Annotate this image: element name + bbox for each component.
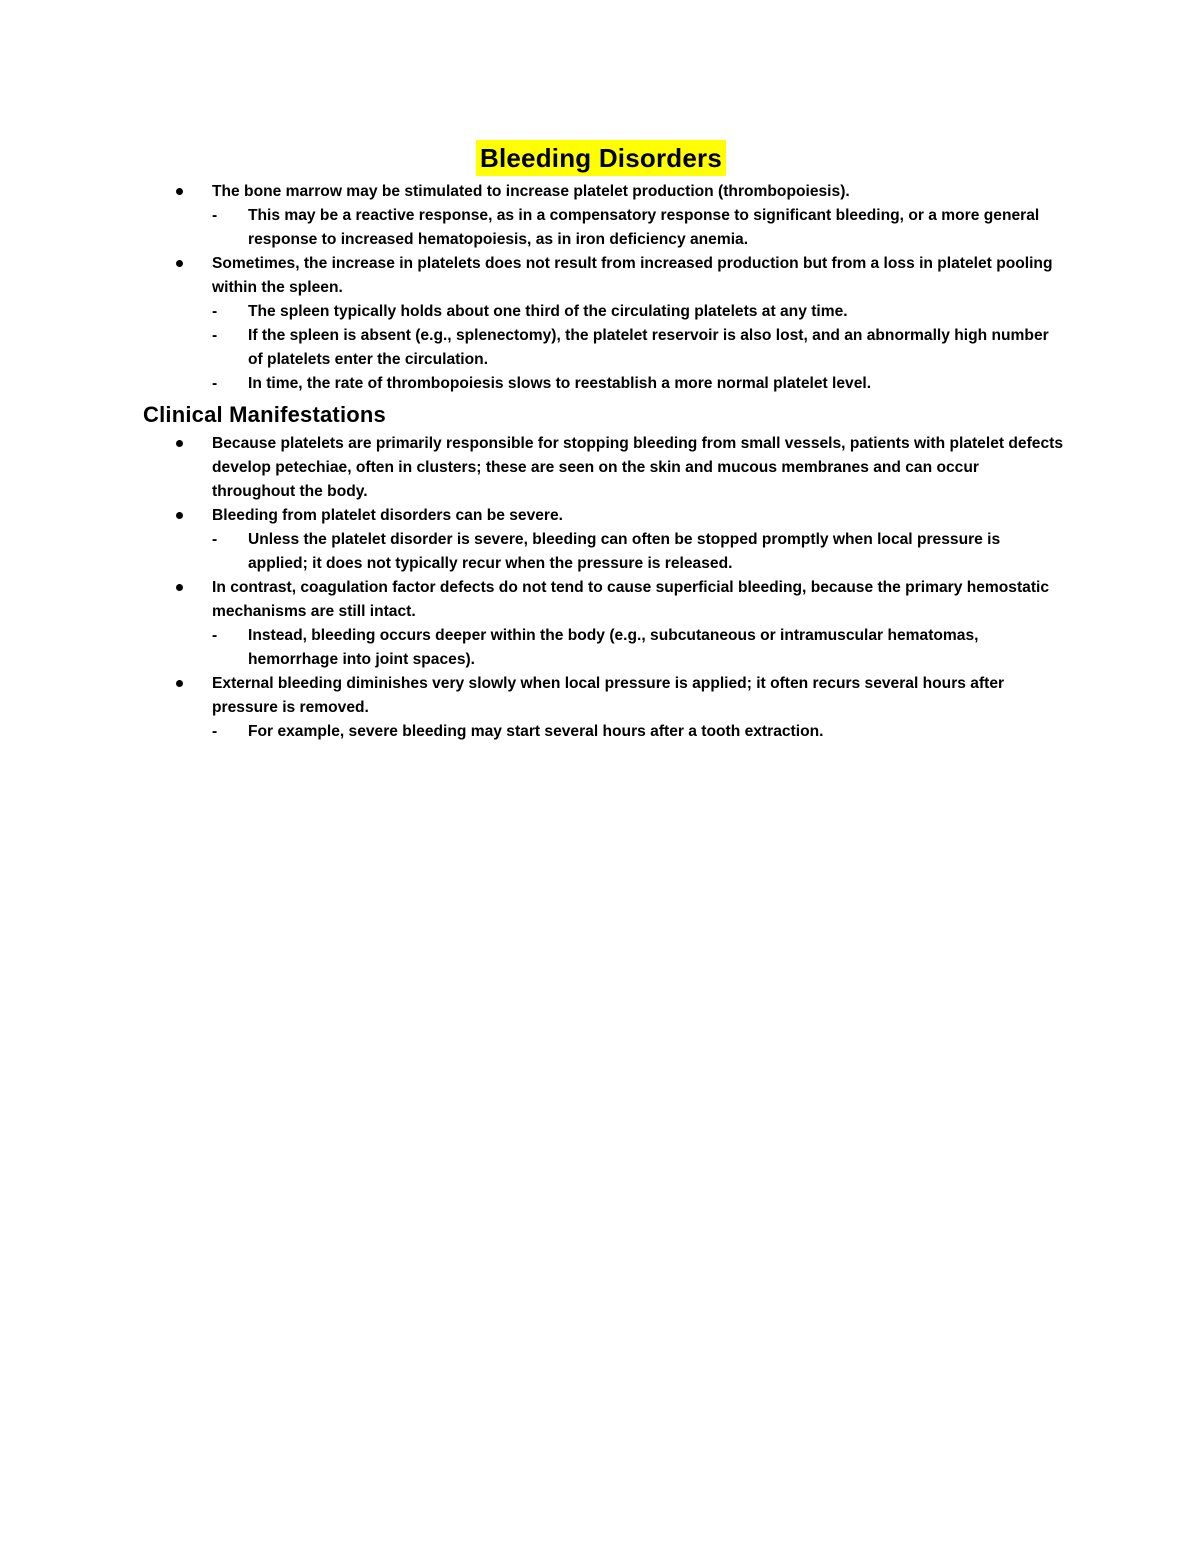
sub-bullet-item <box>212 624 1063 672</box>
document-title: Bleeding Disorders <box>476 140 726 176</box>
bullet-dot-icon <box>176 584 183 591</box>
sub-bullet-list <box>212 300 1063 396</box>
sub-bullet-list <box>212 528 1063 576</box>
bullet-dot-icon <box>176 512 183 519</box>
sub-bullet-item <box>212 300 1063 324</box>
sub-bullet-text: For example, severe bleeding may start several hours after a tooth extraction. <box>248 723 824 740</box>
bullet-text: External bleeding diminishes very slowly when local pressure is applied; it often recurs several hours after pressure is removed. <box>212 675 1005 716</box>
bullet-item <box>143 432 1063 504</box>
section-bullet-list <box>143 432 1063 744</box>
bullet-dot-icon <box>176 260 183 267</box>
bullet-text: Sometimes, the increase in platelets does not result from increased production but from a loss in platelet pooling within the spleen. <box>212 255 1053 296</box>
sub-bullet-text: If the spleen is absent (e.g., splenectomy), the platelet reservoir is also lost, and an abnormally high number of platelets enter the circulation. <box>248 327 1049 368</box>
bullet-dot-icon <box>176 188 183 195</box>
sub-bullet-item <box>212 720 1063 744</box>
dash-icon: - <box>212 723 218 740</box>
sub-bullet-item <box>212 324 1063 372</box>
dash-icon: - <box>212 303 218 320</box>
dash-icon: - <box>212 375 218 392</box>
sub-bullet-text: The spleen typically holds about one third of the circulating platelets at any time. <box>248 303 848 320</box>
sub-bullet-text: This may be a reactive response, as in a compensatory response to significant bleeding, or a more general response to increased hematopoiesis, as in iron deficiency anemia. <box>248 207 1040 248</box>
sub-bullet-item <box>212 528 1063 576</box>
intro-bullet-list <box>143 180 1063 396</box>
bullet-item <box>143 672 1063 744</box>
bullet-text: The bone marrow may be stimulated to increase platelet production (thrombopoiesis). <box>212 183 850 200</box>
section-heading: Clinical Manifestations <box>143 402 386 427</box>
sub-bullet-text: Instead, bleeding occurs deeper within the body (e.g., subcutaneous or intramuscular hematomas, hemorrhage into joint spaces). <box>248 627 979 668</box>
document-content <box>143 140 1063 744</box>
bullet-item <box>143 504 1063 576</box>
bullet-text: In contrast, coagulation factor defects do not tend to cause superficial bleeding, because the primary hemostatic mechanisms are still intact. <box>212 579 1050 620</box>
bullet-dot-icon <box>176 680 183 687</box>
sub-bullet-item <box>212 372 1063 396</box>
sub-bullet-list <box>212 624 1063 672</box>
bullet-dot-icon <box>176 440 183 447</box>
dash-icon: - <box>212 207 218 224</box>
sub-bullet-text: In time, the rate of thrombopoiesis slows to reestablish a more normal platelet level. <box>248 375 872 392</box>
bullet-item <box>143 180 1063 252</box>
sub-bullet-list <box>212 204 1063 252</box>
bullet-item <box>143 576 1063 672</box>
sub-bullet-item <box>212 204 1063 252</box>
dash-icon: - <box>212 531 218 548</box>
bullet-item <box>143 252 1063 396</box>
dash-icon: - <box>212 327 218 344</box>
dash-icon: - <box>212 627 218 644</box>
sub-bullet-list <box>212 720 1063 744</box>
sub-bullet-text: Unless the platelet disorder is severe, bleeding can often be stopped promptly when local pressure is applied; it does not typically recur when the pressure is released. <box>248 531 1001 572</box>
bullet-text: Because platelets are primarily responsible for stopping bleeding from small vessels, patients with platelet defects develop petechiae, often in clusters; these are seen on the skin and mucous membranes and can occur throughout the body. <box>212 435 1063 500</box>
title-wrap <box>143 140 1059 176</box>
bullet-text: Bleeding from platelet disorders can be severe. <box>212 507 563 524</box>
